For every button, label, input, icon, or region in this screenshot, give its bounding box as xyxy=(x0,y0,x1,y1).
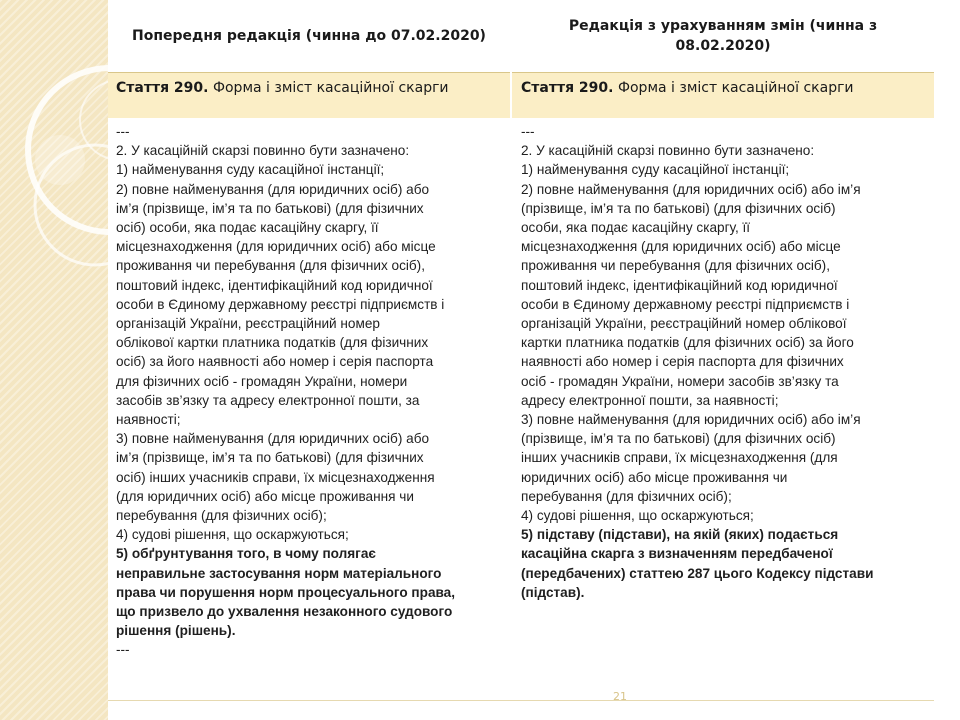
text-line: поштовий індекс, ідентифікаційний код юридичної xyxy=(521,277,838,293)
text-line: проживання чи перебування (для фізичних осіб), xyxy=(521,258,830,274)
emphasized-text-line: неправильне застосування норм матеріального xyxy=(116,565,442,581)
text-line: перебування (для фізичних осіб); xyxy=(521,488,732,504)
article-number-left: Стаття 290. xyxy=(116,80,209,96)
text-line: 2. У касаційній скарзі повинно бути зазначено: xyxy=(116,143,410,159)
text-line: 2) повне найменування (для юридичних осіб) або ім’я xyxy=(521,181,861,197)
text-line: інших учасників справи, їх місцезнаходження (для xyxy=(521,450,838,466)
text-line: --- xyxy=(116,124,130,139)
article-content-row xyxy=(108,118,934,700)
text-line: осіб) особи, яка подає касаційну скаргу, її xyxy=(116,220,379,236)
new-edition-text xyxy=(521,122,926,602)
text-line: засобів зв’язку та адресу електронної пошти, за xyxy=(116,392,420,408)
text-line: 3) повне найменування (для юридичних осіб) або ім’я xyxy=(521,412,861,428)
text-line: 1) найменування суду касаційної інстанції; xyxy=(116,162,385,178)
text-line: особи, яка подає касаційну скаргу, її xyxy=(521,220,751,236)
text-line: проживання чи перебування (для фізичних осіб), xyxy=(116,258,425,274)
emphasized-text-line: (підстав). xyxy=(521,584,585,600)
page-number: 21 xyxy=(613,690,627,703)
text-line: для фізичних осіб - громадян України, номери xyxy=(116,373,408,389)
text-line: наявності або номер і серія паспорта для фізичних xyxy=(521,354,844,370)
header-new-edition: Редакція з урахуванням змін (чинна з 08.02.2020) xyxy=(568,18,878,54)
emphasized-text-line: що призвело до ухвалення незаконного судового xyxy=(116,604,453,620)
text-line: організацій України, реєстраційний номер xyxy=(116,316,380,332)
text-line: 1) найменування суду касаційної інстанції; xyxy=(521,162,790,178)
text-line: поштовий індекс, ідентифікаційний код юридичної xyxy=(116,277,433,293)
text-line: організацій України, реєстраційний номер облікової xyxy=(521,316,847,332)
text-line: особи в Єдиному державному реєстрі підприємств і xyxy=(116,296,445,312)
text-line: осіб - громадян України, номери засобів зв’язку та xyxy=(521,373,839,389)
table-header-row xyxy=(108,0,934,73)
article-number-right: Стаття 290. xyxy=(521,80,614,96)
text-line: осіб) за його наявності або номер і серія паспорта xyxy=(116,354,434,370)
emphasized-text-line: 5) обґрунтування того, в чому полягає xyxy=(116,546,376,562)
text-line-end: --- xyxy=(116,642,130,658)
text-line: облікової картки платника податків (для фізичних xyxy=(116,335,429,351)
previous-edition-text xyxy=(116,122,506,660)
text-line: (прізвище, ім’я та по батькові) (для фізичних осіб) xyxy=(521,431,836,447)
column-divider xyxy=(510,0,512,700)
article-name-right: Форма і зміст касаційної скарги xyxy=(617,80,854,96)
text-line: (прізвище, ім’я та по батькові) (для фізичних осіб) xyxy=(521,200,836,216)
text-line: 4) судові рішення, що оскаржуються; xyxy=(116,527,349,543)
text-line: ім’я (прізвище, ім’я та по батькові) (для фізичних xyxy=(116,450,424,466)
decorative-circles-graphic xyxy=(0,0,108,720)
decorative-side-panel xyxy=(0,0,108,720)
article-name-left: Форма і зміст касаційної скарги xyxy=(212,80,449,96)
text-line: місцезнаходження (для юридичних осіб) або місце xyxy=(116,239,436,255)
text-line: --- xyxy=(521,124,535,139)
text-line: ім’я (прізвище, ім’я та по батькові) (для фізичних xyxy=(116,200,424,216)
emphasized-text-line: 5) підставу (підстави), на якій (яких) подається xyxy=(521,527,839,543)
text-line: осіб) інших учасників справи, їх місцезнаходження xyxy=(116,469,435,485)
article-title-left xyxy=(116,79,449,97)
emphasized-text-line: рішення (рішень). xyxy=(116,623,236,639)
text-line: місцезнаходження (для юридичних осіб) або місце xyxy=(521,239,841,255)
emphasized-text-line: (передбачених) статтею 287 цього Кодексу підстави xyxy=(521,565,874,581)
text-line: картки платника податків (для фізичних осіб) за його xyxy=(521,335,854,351)
emphasized-text-line: касаційна скарга з визначенням передбаченої xyxy=(521,546,833,562)
text-line: (для юридичних осіб) або місце проживання чи xyxy=(116,488,414,504)
text-line: юридичних осіб) або місце проживання чи xyxy=(521,469,788,485)
text-line: 3) повне найменування (для юридичних осіб) або xyxy=(116,431,430,447)
article-title-right xyxy=(521,79,854,97)
table-bottom-border xyxy=(108,700,934,701)
text-line: особи в Єдиному державному реєстрі підприємств і xyxy=(521,296,850,312)
text-line: 4) судові рішення, що оскаржуються; xyxy=(521,508,754,524)
text-line: 2. У касаційній скарзі повинно бути зазначено: xyxy=(521,143,815,159)
text-line: адресу електронної пошти, за наявності; xyxy=(521,392,779,408)
text-line: 2) повне найменування (для юридичних осіб) або xyxy=(116,181,430,197)
comparison-table xyxy=(108,0,934,700)
emphasized-text-line: права чи порушення норм процесуального права, xyxy=(116,584,456,600)
article-title-row xyxy=(108,73,934,118)
text-line: наявності; xyxy=(116,412,181,428)
header-previous-edition: Попередня редакція (чинна до 07.02.2020) xyxy=(132,28,486,44)
text-line: перебування (для фізичних осіб); xyxy=(116,508,327,524)
